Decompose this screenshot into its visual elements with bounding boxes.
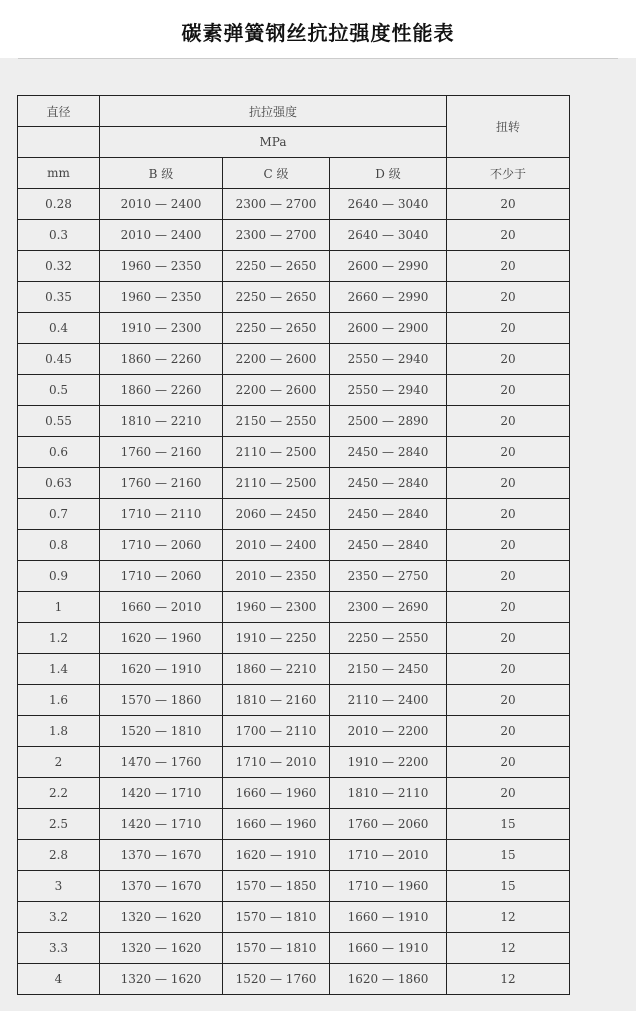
cell-torsion: 20 [447, 220, 570, 251]
cell-diameter: 0.7 [18, 499, 100, 530]
header-diameter: 直径 [18, 96, 100, 127]
table-row [18, 344, 570, 375]
cell-diameter: 3.2 [18, 902, 100, 933]
header-grade-d: D 级 [330, 158, 447, 189]
cell-grade-d: 2550 — 2940 [330, 344, 447, 375]
cell-diameter: 1.4 [18, 654, 100, 685]
cell-grade-b: 1620 — 1960 [100, 623, 223, 654]
header-unit: MPa [100, 127, 447, 158]
cell-grade-c: 1570 — 1810 [223, 902, 330, 933]
table-row [18, 840, 570, 871]
table-row [18, 530, 570, 561]
cell-grade-b: 1470 — 1760 [100, 747, 223, 778]
cell-grade-b: 1760 — 2160 [100, 468, 223, 499]
table-row [18, 654, 570, 685]
strength-table [17, 95, 570, 995]
cell-diameter: 0.4 [18, 313, 100, 344]
table-row [18, 313, 570, 344]
cell-grade-c: 1700 — 2110 [223, 716, 330, 747]
cell-diameter: 1 [18, 592, 100, 623]
cell-grade-d: 2350 — 2750 [330, 561, 447, 592]
table-row [18, 685, 570, 716]
cell-grade-d: 1710 — 2010 [330, 840, 447, 871]
cell-grade-d: 1660 — 1910 [330, 933, 447, 964]
table-row [18, 189, 570, 220]
table-row [18, 561, 570, 592]
cell-grade-c: 2010 — 2350 [223, 561, 330, 592]
cell-grade-d: 1710 — 1960 [330, 871, 447, 902]
cell-grade-d: 2500 — 2890 [330, 406, 447, 437]
cell-grade-b: 1710 — 2060 [100, 530, 223, 561]
cell-diameter: 3.3 [18, 933, 100, 964]
cell-grade-d: 1760 — 2060 [330, 809, 447, 840]
cell-grade-c: 1910 — 2250 [223, 623, 330, 654]
cell-grade-b: 1520 — 1810 [100, 716, 223, 747]
cell-torsion: 20 [447, 561, 570, 592]
cell-grade-d: 2250 — 2550 [330, 623, 447, 654]
cell-grade-d: 2640 — 3040 [330, 189, 447, 220]
cell-diameter: 1.6 [18, 685, 100, 716]
cell-grade-c: 1660 — 1960 [223, 809, 330, 840]
cell-torsion: 20 [447, 499, 570, 530]
header-strength: 抗拉强度 [100, 96, 447, 127]
cell-torsion: 20 [447, 747, 570, 778]
cell-torsion: 20 [447, 530, 570, 561]
table-row [18, 623, 570, 654]
title-bar [0, 0, 636, 58]
cell-torsion: 12 [447, 964, 570, 995]
table-row [18, 716, 570, 747]
cell-grade-c: 2150 — 2550 [223, 406, 330, 437]
cell-grade-c: 2250 — 2650 [223, 282, 330, 313]
cell-torsion: 20 [447, 375, 570, 406]
cell-grade-c: 1710 — 2010 [223, 747, 330, 778]
cell-torsion: 20 [447, 406, 570, 437]
cell-grade-b: 1320 — 1620 [100, 933, 223, 964]
cell-diameter: 0.35 [18, 282, 100, 313]
cell-grade-c: 2110 — 2500 [223, 437, 330, 468]
cell-torsion: 20 [447, 685, 570, 716]
cell-grade-d: 2660 — 2990 [330, 282, 447, 313]
table-row [18, 220, 570, 251]
cell-grade-c: 2300 — 2700 [223, 220, 330, 251]
cell-grade-d: 2450 — 2840 [330, 437, 447, 468]
cell-torsion: 20 [447, 282, 570, 313]
header-grade-b: B 级 [100, 158, 223, 189]
cell-torsion: 12 [447, 933, 570, 964]
cell-torsion: 15 [447, 840, 570, 871]
cell-grade-c: 1570 — 1810 [223, 933, 330, 964]
cell-diameter: 2.5 [18, 809, 100, 840]
table-row [18, 499, 570, 530]
header-min: 不少于 [447, 158, 570, 189]
cell-grade-b: 2010 — 2400 [100, 220, 223, 251]
cell-grade-b: 1570 — 1860 [100, 685, 223, 716]
cell-diameter: 0.9 [18, 561, 100, 592]
cell-torsion: 20 [447, 251, 570, 282]
cell-grade-d: 2600 — 2990 [330, 251, 447, 282]
cell-grade-b: 1860 — 2260 [100, 344, 223, 375]
cell-grade-b: 1960 — 2350 [100, 251, 223, 282]
divider [18, 58, 618, 59]
cell-diameter: 0.45 [18, 344, 100, 375]
cell-grade-d: 2110 — 2400 [330, 685, 447, 716]
cell-grade-c: 2300 — 2700 [223, 189, 330, 220]
cell-grade-b: 1370 — 1670 [100, 840, 223, 871]
cell-grade-c: 2250 — 2650 [223, 313, 330, 344]
cell-grade-c: 1620 — 1910 [223, 840, 330, 871]
cell-grade-d: 2550 — 2940 [330, 375, 447, 406]
table-row [18, 902, 570, 933]
cell-grade-c: 1570 — 1850 [223, 871, 330, 902]
cell-grade-c: 1960 — 2300 [223, 592, 330, 623]
cell-diameter: 0.8 [18, 530, 100, 561]
header-empty [18, 127, 100, 158]
cell-grade-d: 1620 — 1860 [330, 964, 447, 995]
cell-diameter: 2.2 [18, 778, 100, 809]
cell-torsion: 20 [447, 716, 570, 747]
table-row [18, 282, 570, 313]
cell-grade-b: 1810 — 2210 [100, 406, 223, 437]
cell-grade-c: 1520 — 1760 [223, 964, 330, 995]
cell-torsion: 20 [447, 592, 570, 623]
cell-diameter: 1.2 [18, 623, 100, 654]
cell-diameter: 0.3 [18, 220, 100, 251]
cell-grade-c: 2200 — 2600 [223, 375, 330, 406]
cell-grade-b: 1420 — 1710 [100, 778, 223, 809]
cell-grade-b: 1710 — 2110 [100, 499, 223, 530]
cell-diameter: 0.55 [18, 406, 100, 437]
cell-grade-b: 1760 — 2160 [100, 437, 223, 468]
cell-grade-b: 1910 — 2300 [100, 313, 223, 344]
cell-diameter: 2.8 [18, 840, 100, 871]
cell-grade-c: 2200 — 2600 [223, 344, 330, 375]
cell-torsion: 20 [447, 778, 570, 809]
cell-grade-b: 1370 — 1670 [100, 871, 223, 902]
cell-torsion: 20 [447, 344, 570, 375]
cell-grade-d: 2640 — 3040 [330, 220, 447, 251]
table-row [18, 747, 570, 778]
cell-torsion: 20 [447, 468, 570, 499]
cell-grade-c: 2250 — 2650 [223, 251, 330, 282]
cell-diameter: 0.63 [18, 468, 100, 499]
cell-torsion: 20 [447, 437, 570, 468]
cell-grade-d: 2150 — 2450 [330, 654, 447, 685]
cell-grade-c: 1810 — 2160 [223, 685, 330, 716]
table-row [18, 251, 570, 282]
header-mm: mm [18, 158, 100, 189]
cell-torsion: 15 [447, 809, 570, 840]
cell-grade-d: 1660 — 1910 [330, 902, 447, 933]
cell-grade-c: 1860 — 2210 [223, 654, 330, 685]
cell-grade-d: 2600 — 2900 [330, 313, 447, 344]
table-row [18, 468, 570, 499]
page-title: 碳素弹簧钢丝抗拉强度性能表 [181, 20, 455, 45]
cell-diameter: 0.6 [18, 437, 100, 468]
table-row [18, 592, 570, 623]
table-row [18, 964, 570, 995]
cell-grade-b: 1320 — 1620 [100, 964, 223, 995]
cell-torsion: 20 [447, 189, 570, 220]
cell-grade-d: 1910 — 2200 [330, 747, 447, 778]
cell-grade-d: 2450 — 2840 [330, 499, 447, 530]
cell-torsion: 12 [447, 902, 570, 933]
cell-grade-d: 1810 — 2110 [330, 778, 447, 809]
cell-diameter: 1.8 [18, 716, 100, 747]
cell-grade-b: 1320 — 1620 [100, 902, 223, 933]
cell-diameter: 0.28 [18, 189, 100, 220]
cell-grade-c: 2110 — 2500 [223, 468, 330, 499]
table-row [18, 375, 570, 406]
cell-diameter: 2 [18, 747, 100, 778]
cell-grade-b: 1620 — 1910 [100, 654, 223, 685]
cell-grade-b: 1420 — 1710 [100, 809, 223, 840]
cell-grade-b: 2010 — 2400 [100, 189, 223, 220]
cell-diameter: 0.5 [18, 375, 100, 406]
cell-grade-b: 1860 — 2260 [100, 375, 223, 406]
header-torsion: 扭转 [447, 96, 570, 158]
cell-grade-b: 1960 — 2350 [100, 282, 223, 313]
cell-grade-d: 2300 — 2690 [330, 592, 447, 623]
cell-torsion: 20 [447, 654, 570, 685]
cell-grade-d: 2450 — 2840 [330, 468, 447, 499]
cell-diameter: 4 [18, 964, 100, 995]
cell-grade-d: 2450 — 2840 [330, 530, 447, 561]
cell-grade-b: 1660 — 2010 [100, 592, 223, 623]
cell-torsion: 20 [447, 623, 570, 654]
cell-diameter: 3 [18, 871, 100, 902]
table-row [18, 778, 570, 809]
header-grade-c: C 级 [223, 158, 330, 189]
table-row [18, 437, 570, 468]
cell-grade-d: 2010 — 2200 [330, 716, 447, 747]
table-row [18, 809, 570, 840]
cell-grade-c: 1660 — 1960 [223, 778, 330, 809]
cell-torsion: 20 [447, 313, 570, 344]
table-row [18, 933, 570, 964]
cell-diameter: 0.32 [18, 251, 100, 282]
cell-grade-c: 2060 — 2450 [223, 499, 330, 530]
cell-grade-c: 2010 — 2400 [223, 530, 330, 561]
table-row [18, 406, 570, 437]
cell-torsion: 15 [447, 871, 570, 902]
table-row [18, 871, 570, 902]
cell-grade-b: 1710 — 2060 [100, 561, 223, 592]
